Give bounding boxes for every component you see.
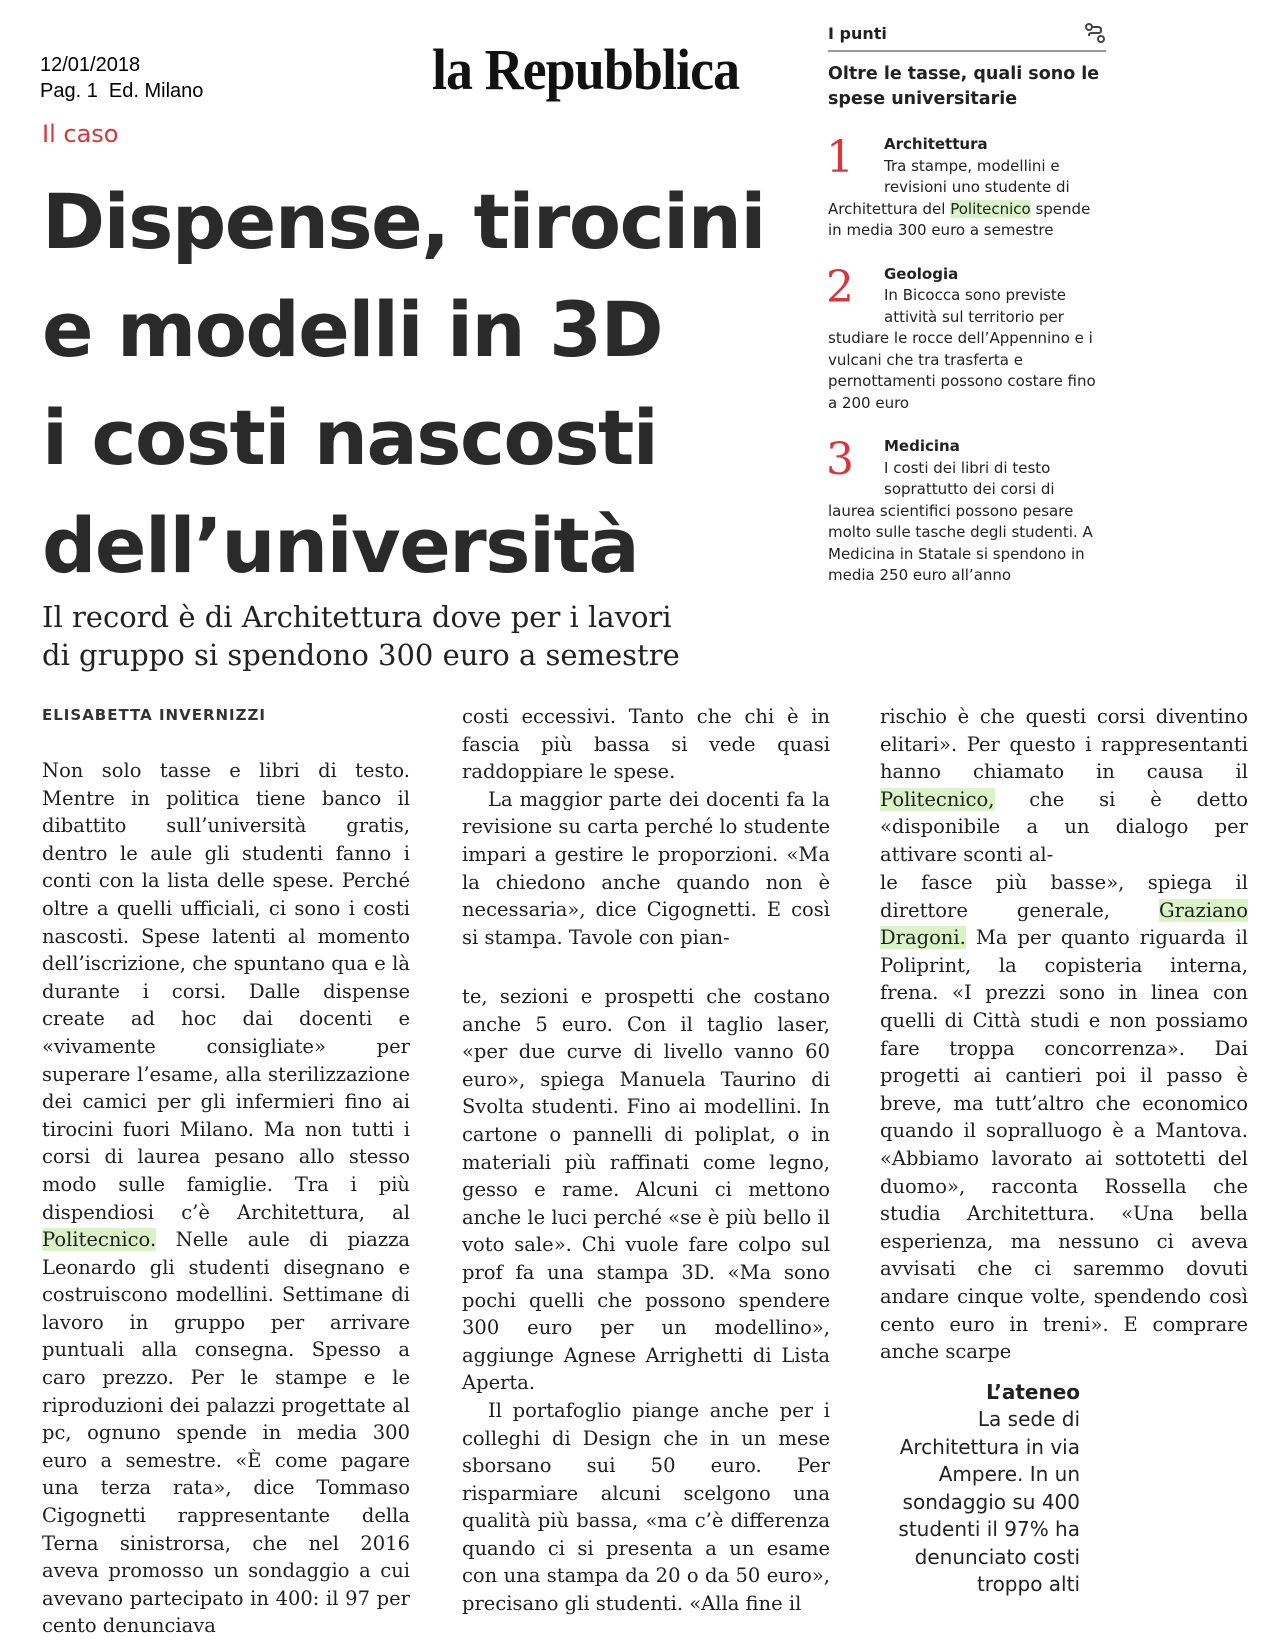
article-column-2-bottom: [462, 983, 830, 1618]
caption-title: L’ateneo: [986, 1380, 1080, 1404]
headline-line: i costi nascosti: [42, 393, 658, 482]
key-point-title: Geologia: [884, 264, 959, 283]
sidebar-title: Oltre le tasse, quali sono le spese universitarie: [828, 64, 1100, 109]
key-point-title: Architettura: [884, 135, 988, 153]
key-point-number: 3: [826, 434, 854, 485]
section-kicker: Il caso: [42, 120, 119, 148]
body-text: Non solo tasse e libri di testo. Mentre in politica tiene banco il dibattito sull’università gratis, dentro le aule gli studenti fanno i conti con la lista delle spese. Perché oltre a quelli ufficiali, ci sono i costi nascosti. Spese latenti al momento dell’iscrizione, che spuntano qua e là durante i corsi. Dalle dispense create ad hoc dai docenti e «vivamente consigliate» per superare l’esame, alla sterilizzazione dei camici per gli infermieri fino ai tirocini fuori Milano. Ma non tutti i corsi di laurea pesano allo stesso modo sulle famiglie. Tra i più dispendiosi c’è Architettura, al: [42, 759, 410, 1224]
body-text: spende in media 300 euro a semestre: [828, 199, 1091, 239]
article-headline: [42, 168, 822, 600]
caption-text: La sede di Architettura in via Ampere. In un sondaggio su 400 studenti il 97% ha denunciato costi troppo alti: [898, 1407, 1080, 1596]
body-text: Ma per quanto riguarda il Poliprint, la copisteria interna, frena. «I prezzi sono in linea con quelli di Città studi e non possiamo fare troppa concorrenza». Dai progetti ai cantieri poi il passo è breve, ma tutt’altro che economico quando il sopralluogo è a Mantova. «Abbiamo lavorato ai sottotetti del duomo», racconta Rossella che studia Architettura. «Una bella esperienza, ma nessuno ci aveva avvisati che ci saremmo dovuti andare cinque volte, spendendo così cento euro in treni». E comprare anche scarpe: [880, 926, 1248, 1364]
headline-line: Dispense, tirocini: [42, 177, 765, 266]
key-point-number: 1: [826, 132, 854, 183]
body-text: Architettura del: [828, 199, 951, 218]
key-point-text: I costi dei libri di testo soprattutto dei corsi di: [884, 458, 1055, 498]
share-icon[interactable]: [1084, 22, 1106, 44]
body-text: rischio è che questi corsi diventino elitari». Per questo i rappresentanti hanno chiamato in causa il: [880, 705, 1248, 784]
key-point-item: [828, 134, 1106, 242]
photo-caption: [870, 1378, 1080, 1599]
key-point-item: [828, 436, 1106, 587]
article-column-3-top: [880, 703, 1248, 869]
key-point-text: laurea scientifici possono pesare molto sulle tasche degli studenti. A Medicina in Statale si spendono in media 250 euro all’anno: [828, 501, 1093, 584]
page-edition: Pag. 1 Ed. Milano: [40, 80, 204, 102]
highlighted-term: Politecnico.: [42, 1228, 157, 1252]
highlighted-term: Politecnico,: [880, 787, 995, 811]
article-column-1: [42, 757, 410, 1640]
article-column-2-top: [462, 703, 830, 951]
article-subhead: [42, 598, 742, 674]
body-text: che si è detto «disponibile a un dialogo per attivare sconti al-: [880, 787, 1248, 866]
article-paragraph: te, sezioni e prospetti che costano anche 5 euro. Con il taglio laser, «per due curve di livello vanno 60 euro», spiega Manuela Taurino di Svolta studenti. Fino ai modellini. In cartone o pannelli di poliplat, o in materiali più raffinati come legno, gesso e rame. Alcuni ci mettono anche le luci perché «se è più bello il voto sale». Chi vuole fare colpo sul prof fa una stampa 3D. «Ma sono pochi quelli che possono spendere 300 euro per un modellino», aggiunge Agnese Arrighetti di Lista Aperta.: [462, 985, 830, 1395]
key-point-text: [828, 199, 1106, 242]
sidebar-label: I punti: [828, 23, 887, 43]
subhead-line: Il record è di Architettura dove per i lavori: [42, 600, 672, 634]
subhead-line: di gruppo si spendono 300 euro a semestre: [42, 638, 680, 672]
key-point-text: In Bicocca sono previste attività sul territorio per: [884, 286, 1067, 326]
article-paragraph: La maggior parte dei docenti fa la revisione su carta perché lo studente impari a gestire le proporzioni. «Ma la chiedono anche quando non è necessaria», dice Cigognetti. E così si stampa. Tavole con pian-: [462, 787, 830, 949]
author-byline: ELISABETTA INVERNIZZI: [42, 706, 266, 724]
article-paragraph: [880, 703, 1248, 869]
article-column-3-bottom: [880, 869, 1248, 1366]
body-text: le fasce più basse», spiega il direttore generale,: [880, 871, 1248, 922]
key-point-text: Tra stampe, modellini e revisioni uno studente di: [884, 156, 1070, 196]
article-paragraph: [42, 757, 410, 1640]
key-point-number: 2: [826, 261, 854, 313]
highlighted-term: Graziano Dragoni.: [880, 898, 1248, 950]
share-icon-glyph: [1084, 22, 1106, 44]
headline-line: dell’università: [42, 501, 639, 590]
newspaper-masthead: la Repubblica: [432, 37, 740, 102]
headline-line: e modelli in 3D: [42, 285, 663, 374]
key-point-text: studiare le rocce dell’Appennino e i vulcani che tra trasferta e pernottamenti possono costare fino a 200 euro: [828, 329, 1096, 412]
publication-meta: [40, 52, 203, 104]
publication-date: 12/01/2018: [40, 54, 141, 76]
article-paragraph: Il portafoglio piange anche per i colleghi di Design che in un mese sborsano sui 50 euro. Per risparmiare alcuni scelgono una qualità più bassa, «ma c’è differenza quando ci si presenta a un esame con una stampa da 20 o da 50 euro», precisano gli studenti. «Alla fine il: [462, 1398, 830, 1616]
key-point-item: [826, 261, 1106, 415]
key-points-sidebar: [828, 20, 1106, 587]
key-point-title: Medicina: [884, 437, 960, 455]
article-paragraph: costi eccessivi. Tanto che chi è in fascia più bassa si vede quasi raddoppiare le spese.: [462, 705, 830, 784]
sidebar-header: [828, 20, 1106, 52]
highlighted-term: Politecnico: [950, 199, 1031, 218]
article-paragraph: [880, 869, 1248, 1366]
body-text: Nelle aule di piazza Leonardo gli studenti disegnano e costruiscono modellini. Settimane di lavoro in gruppo per arrivare puntuali alla consegna. Spesso a caro prezzo. Per le stampe e le riproduzioni dei palazzi progettate al pc, ognuno spende in media 300 euro a semestre. «È come pagare una terza rata», dice Tommaso Cigognetti rappresentante della Terna sinistrorsa, che nel 2016 aveva promosso un sondaggio a cui avevano partecipato in 400: il 97 per cento denunciava: [42, 1228, 410, 1638]
